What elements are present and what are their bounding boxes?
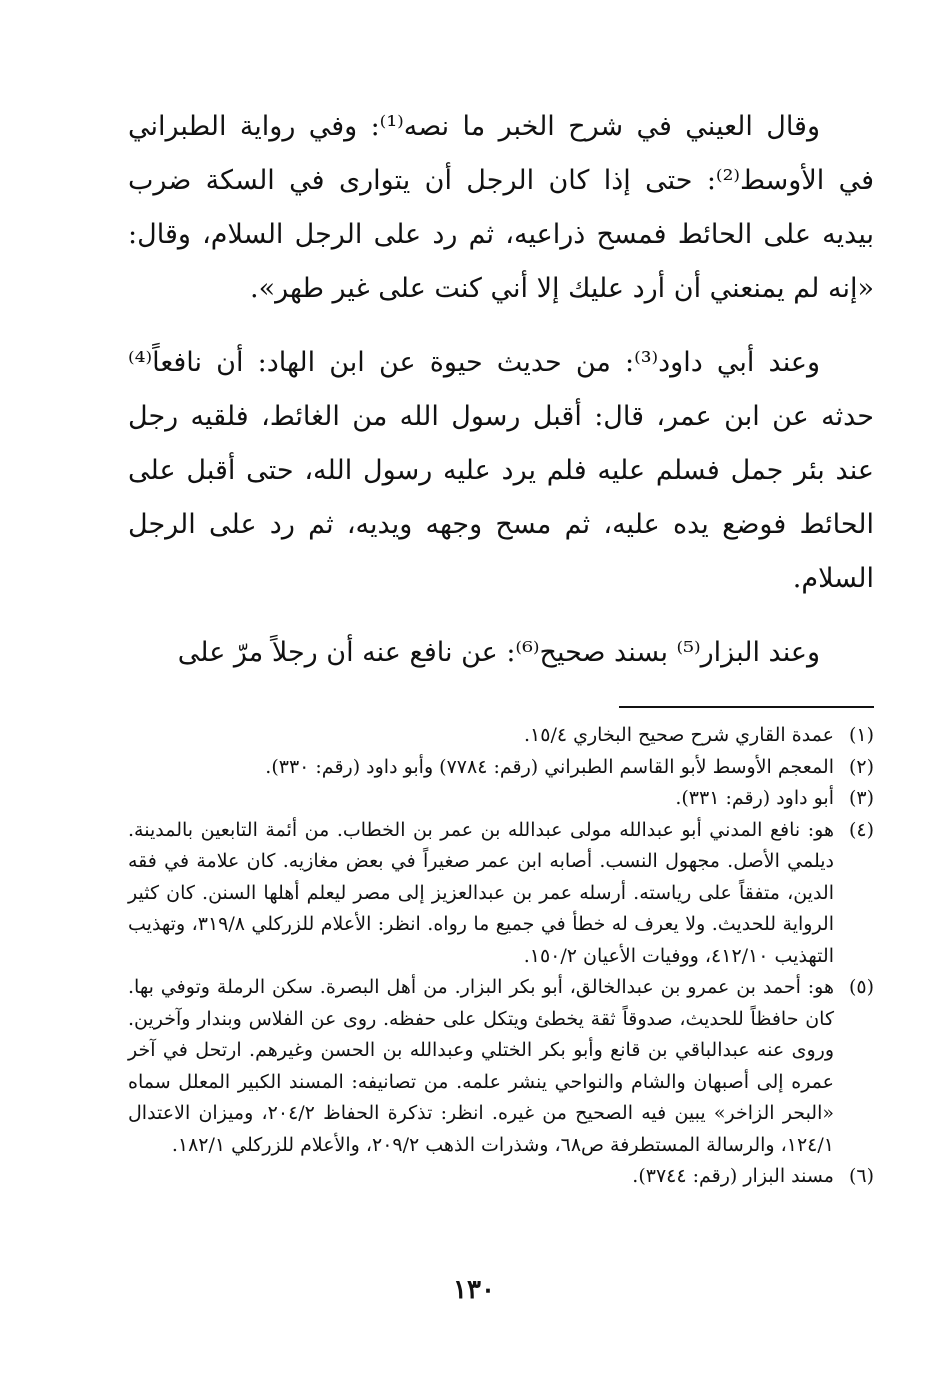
- footnote-number: (١): [848, 724, 874, 746]
- footnotes: [128, 720, 874, 1193]
- main-text: [128, 100, 874, 680]
- footnote-item: [128, 815, 874, 973]
- footnote-number: (٢): [848, 755, 874, 778]
- book-page: [128, 100, 874, 1360]
- footnote-item: [128, 752, 874, 784]
- footnote-number: (٣): [848, 787, 874, 809]
- footnote-number: (٤): [848, 818, 874, 841]
- page-number: ١٣٠: [453, 1275, 495, 1305]
- footnote-text: عمدة القاري شرح صحيح البخاري ١٥/٤.: [523, 724, 834, 746]
- paragraph: وعند أبي داود⁽³⁾: من حديث حيوة عن ابن الهاد: أن نافعاً⁽⁴⁾ حدثه عن ابن عمر، قال: أقبل رسول الله من الغائط، فلقيه رجل عند بئر جمل فسلم عليه فلم يرد عليه رسول الله، حتى أقبل على الحائط فوضع يده عليه، ثم مسح وجهه ويديه، ثم رد على الرجل السلام.: [128, 347, 874, 594]
- footnote-item: [128, 783, 874, 815]
- footnote-text: هو: أحمد بن عمرو بن عبدالخالق، أبو بكر البزار. من أهل البصرة. سكن الرملة وتوفي بها. كان حافظاً للحديث، صدوقاً ثقة يخطئ ويتكل على حفظه. روى عن الفلاس وبندار وآخرين. وروى عنه عبدالباقي بن قانع وأبو بكر الختلي وعبدالله بن الحسن وغيرهم. ارتحل في آخر عمره إلى أصبهان والشام والنواحي ينشر علمه. من تصانيفه: المسند الكبير المعلل سماه «البحر الزاخر» يبين فيه الصحيح من غيره. انظر: تذكرة الحفاظ ٢٠٤/٢، وميزان الاعتدال ١٢٤/١، والرسالة المستطرفة ص٦٨، وشذرات الذهب ٢٠٩/٢، والأعلام للزركلي ١٨٢/١.: [128, 976, 834, 1156]
- footnote-number: (٦): [848, 1165, 874, 1187]
- paragraph: وقال العيني في شرح الخبر ما نصه⁽¹⁾: وفي رواية الطبراني في الأوسط⁽²⁾: حتى إذا كان الرجل أن يتوارى في السكة ضرب بيديه على الحائط فمسح ذراعيه، ثم رد على الرجل السلام، وقال: «إنه لم يمنعني أن أرد عليك إلا أني كنت على غير طهر».: [128, 111, 874, 304]
- footnote-text: هو: نافع المدني أبو عبدالله مولى عبدالله بن عمر بن الخطاب. من أئمة التابعين بالمدينة. ديلمي الأصل. مجهول النسب. أصابه ابن عمر صغيراً في بعض مغازيه. كان علامة في فقه الدين، متفقاً على رياسته. أرسله عمر بن عبدالعزيز إلى مصر ليعلم أهلها السنن. كان كثير الرواية للحديث. ولا يعرف له خطأ في جميع ما رواه. انظر: الأعلام للزركلي ٣١٩/٨، وتهذيب التهذيب ٤١٢/١٠، ووفيات الأعيان ١٥٠/٢.: [128, 818, 834, 967]
- footnote-separator: [619, 706, 874, 708]
- footnote-item: [128, 720, 874, 752]
- footnote-item: [128, 1161, 874, 1193]
- footnote-text: أبو داود (رقم: ٣٣١).: [675, 787, 834, 809]
- paragraph: وعند البزار⁽⁵⁾ بسند صحيح⁽⁶⁾: عن نافع عنه أن رجلاً مرّ على: [177, 637, 820, 668]
- footnote-item: [128, 972, 874, 1161]
- footnote-text: مسند البزار (رقم: ٣٧٤٤).: [632, 1165, 834, 1187]
- footnote-text: المعجم الأوسط لأبو القاسم الطبراني (رقم: ٧٧٨٤) وأبو داود (رقم: ٣٣٠).: [265, 755, 834, 778]
- footnote-number: (٥): [848, 976, 874, 998]
